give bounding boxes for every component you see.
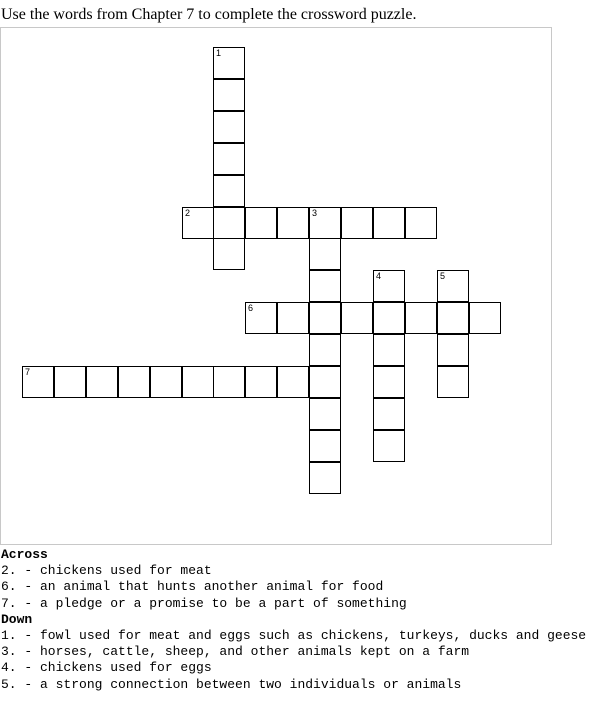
clue-number: 7 [25, 367, 31, 377]
crossword-cell[interactable] [213, 79, 245, 111]
down-clues [1, 628, 601, 693]
crossword-cell[interactable] [22, 366, 54, 398]
crossword-cell[interactable] [373, 207, 405, 239]
crossword-cell[interactable] [437, 270, 469, 302]
crossword-cell[interactable] [373, 366, 405, 398]
crossword-cell[interactable] [245, 366, 277, 398]
crossword-cell[interactable] [373, 270, 405, 302]
crossword-cell[interactable] [309, 270, 341, 302]
crossword-cell[interactable] [405, 207, 437, 239]
crossword-cell[interactable] [277, 207, 309, 239]
clue-number: 6 [248, 303, 254, 313]
crossword-cell[interactable] [309, 398, 341, 430]
crossword-cell[interactable] [54, 366, 86, 398]
crossword-cell[interactable] [309, 302, 341, 334]
crossword-cell[interactable] [309, 238, 341, 270]
crossword-cell[interactable] [469, 302, 501, 334]
crossword-cell[interactable] [213, 207, 245, 239]
clue-down-3: 3. - horses, cattle, sheep, and other animals kept on a farm [1, 644, 470, 660]
clue-across-2: 2. - chickens used for meat [1, 563, 212, 579]
crossword-cell[interactable] [309, 462, 341, 494]
crossword-cell[interactable] [213, 111, 245, 143]
clue-number: 2 [185, 208, 191, 218]
clue-down-5: 5. - a strong connection between two individuals or animals [1, 676, 462, 692]
across-heading: Across [1, 547, 48, 562]
crossword-cell[interactable] [182, 366, 214, 398]
crossword-cell[interactable] [213, 143, 245, 175]
crossword-cell[interactable] [405, 302, 437, 334]
instructions: Use the words from Chapter 7 to complete the crossword puzzle. [1, 6, 417, 23]
down-heading: Down [1, 611, 33, 627]
crossword-cell[interactable] [437, 366, 469, 398]
crossword-cell[interactable] [341, 302, 373, 334]
crossword-grid [0, 27, 552, 545]
crossword-cell[interactable] [437, 334, 469, 366]
clue-down-1: 1. - fowl used for meat and eggs such as chickens, turkeys, ducks and geese [1, 628, 587, 644]
crossword-cell[interactable] [373, 398, 405, 430]
crossword-cell[interactable] [309, 334, 341, 366]
clue-across-6: 6. - an animal that hunts another animal for food [1, 579, 384, 595]
crossword-cell[interactable] [309, 430, 341, 462]
crossword-cell[interactable] [118, 366, 150, 398]
clue-number: 1 [216, 48, 222, 58]
clue-number: 5 [440, 271, 446, 281]
clue-number: 4 [376, 271, 382, 281]
across-clues [1, 563, 601, 612]
crossword-cell[interactable] [277, 302, 309, 334]
crossword-cell[interactable] [213, 175, 245, 207]
clue-across-7: 7. - a pledge or a promise to be a part of something [1, 595, 407, 611]
crossword-cell[interactable] [213, 366, 245, 398]
crossword-cell[interactable] [341, 207, 373, 239]
crossword-cell[interactable] [86, 366, 118, 398]
crossword-cell[interactable] [245, 207, 277, 239]
crossword-cell[interactable] [373, 430, 405, 462]
crossword-cell[interactable] [213, 47, 245, 79]
crossword-cell[interactable] [373, 302, 405, 334]
crossword-cell[interactable] [309, 366, 341, 398]
clue-list [1, 547, 601, 693]
crossword-cell[interactable] [245, 302, 277, 334]
clue-down-4: 4. - chickens used for eggs [1, 660, 212, 676]
crossword-cell[interactable] [437, 302, 469, 334]
clue-number: 3 [312, 208, 318, 218]
crossword-cell[interactable] [213, 238, 245, 270]
crossword-cell[interactable] [182, 207, 214, 239]
crossword-cell[interactable] [309, 207, 341, 239]
crossword-cell[interactable] [277, 366, 309, 398]
crossword-cell[interactable] [373, 334, 405, 366]
crossword-cell[interactable] [150, 366, 182, 398]
